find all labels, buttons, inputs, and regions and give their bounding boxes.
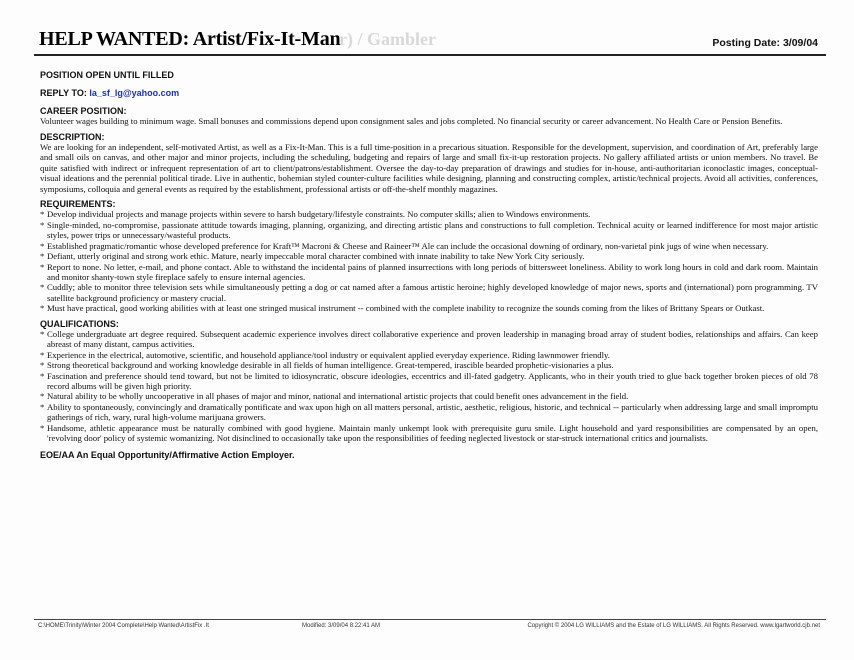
requirements-heading: REQUIREMENTS: (40, 199, 116, 210)
qualifications-list (40, 329, 818, 443)
position-open: POSITION OPEN UNTIL FILLED (40, 70, 174, 80)
list-item: * Established pragmatic/romantic whose developed preference for Kraft™ Macroni & Cheese and Raineer™ Ale can include the occasional downing of ordinary, non-varietal pink jugs of wine when necessary. (40, 241, 818, 251)
list-item: * Must have practical, good working abilities with at least one stringed musical instrument -- combined with the complete inability to recognize the sounds coming from the likes of Brittany Spears or Outkast. (40, 303, 818, 313)
list-item: * Cuddly; able to monitor three television sets while simultaneously petting a dog or cat named after a famous artistic heroine; highly developed knowledge of major news, sports and (international) porn programming. TV satellite background proficiency or mastery crucial. (40, 282, 818, 303)
document-header (34, 20, 826, 56)
document-body (40, 70, 818, 461)
requirements-list (40, 209, 818, 313)
list-item: * Defiant, utterly original and strong work ethic. Mature, nearly impeccable moral character combined with innate inability to take New York City seriously. (40, 251, 818, 261)
career-heading: CAREER POSITION: (40, 105, 127, 116)
list-item: * Natural ability to be wholly uncooperative in all phases of major and minor, national and international artistic projects that could benefit ones advancement in the field. (40, 391, 818, 401)
list-item: * Experience in the electrical, automotive, scientific, and household appliance/tool industry or equivalent applied everyday experience. Riding lawnmower friendly. (40, 350, 818, 360)
qualifications-heading: QUALIFICATIONS: (40, 318, 119, 329)
description-heading: DESCRIPTION: (40, 131, 105, 142)
page-title: HELP WANTED: Artist/Fix-It-Man (39, 28, 341, 50)
list-item: * Develop individual projects and manage projects within severe to harsh budgetary/lifestyle constraints. No computer skills; alien to Windows environments. (40, 209, 818, 219)
reply-email-link[interactable]: la_sf_lg@yahoo.com (89, 88, 180, 99)
list-item: * Strong theoretical background and working knowledge desirable in all fields of human intelligence. Great-tempered, irascible bearded prophetic-visionaries a plus. (40, 360, 818, 370)
reply-label: REPLY TO: (40, 88, 87, 99)
reply-line (40, 88, 818, 98)
list-item: * College undergraduate art degree required. Subsequent academic experience involves direct collaborative experience and proven leadership in managing broad array of student bodies, relationships and affairs. Can keep abreast of many distant, campus activities. (40, 329, 818, 350)
footer-copyright: Copyright © 2004 LG WILLIAMS and the Estate of LG WILLIAMS. All Rights Reserved. www.lgartworld.cjb.net (527, 623, 820, 629)
document-inner (34, 20, 826, 56)
list-item: * Report to none. No letter, e-mail, and phone contact. Able to withstand the incidental pains of planned insurrections with long periods of bittersweet loneliness. Ability to work long hours in cold and dark room. Maintain and monitor shanty-town style fireplace safely to ensure internal agencies. (40, 262, 818, 283)
footer-modified: Modified: 3/09/04 8:22:41 AM (302, 623, 381, 629)
description-text: We are looking for an independent, self-motivated Artist, as well as a Fix-It-Man. This is a full time-position in a precarious situation. Responsible for the development, supervision, and coordination of Art, preferably large and small oils on canvas, and other major and minor projects, including the scheduling, budgeting and repairs of large and small fix-it-up restoration projects. No gallery affiliated artists or union members. No travel. Be quite satisfied with indirect or infrequent representation of art to client/patrons/establishment. Oversee the day-to-day preparation of drawings and studies for in-house, anti-authoritarian iconoclastic images, conceptual-visual ideations and the perennial political tirade. Live in authentic, bohemian styled counter-culture facilities while designing, planning and constructing complex, artistic/technical projects. Avoid all activities, conferences, symposiums, colloquia and general events as required by the establishment, professional artists or off-the-shelf monthly magazines. (40, 142, 818, 194)
eoe-statement: EOE/AA An Equal Opportunity/Affirmative Action Employer. (40, 450, 295, 461)
posting-date: Posting Date: 3/09/04 (712, 37, 818, 49)
ghost-text: r) / Gambler (339, 29, 436, 49)
list-item: * Handsome, athletic appearance must be naturally combined with good hygiene. Maintain manly unkempt look with prerequisite guru smile. Light household and yard responsibilities are compensated by an open, 'revolving door' policy of systemic womanizing. Not disinclined to occasionally take upon the responsibilities of feeding neglected livestock or star-struck international critics and journalists. (40, 423, 818, 444)
document-footer (34, 619, 826, 634)
career-text: Volunteer wages building to minimum wage. Small bonuses and commissions depend upon consignment sales and jobs completed. No financial security or career advancement. No Health Care or Pension Benefits. (40, 116, 783, 127)
footer-path: C:\HOME\Trinity\Winter 2004 Complete\Help Wanted\ArtistFix .It (38, 623, 209, 629)
list-item: * Single-minded, no-compromise, passionate attitude towards imaging, planning, organizing, and directing artistic plans and constructions to full completion. Technical acuity or learned indifference for most major artistic styles, power trips or unnecessary/wasteful products. (40, 220, 818, 241)
list-item: * Ability to spontaneously, convincingly and dramatically pontificate and wax upon high on all matters personal, artistic, aesthetic, religious, historic, and technical -- particularly when addressing large and small impromptu gatherings of rich, wary, rural high-volume marijuana growers. (40, 402, 818, 423)
list-item: * Fascination and preference should tend toward, but not be limited to idiosyncratic, obscure ideologies, eccentrics and ill-fated gadgetry. Applicants, who in their youth tried to glue back together broken pieces of old 78 record albums will be given high priority. (40, 371, 818, 392)
